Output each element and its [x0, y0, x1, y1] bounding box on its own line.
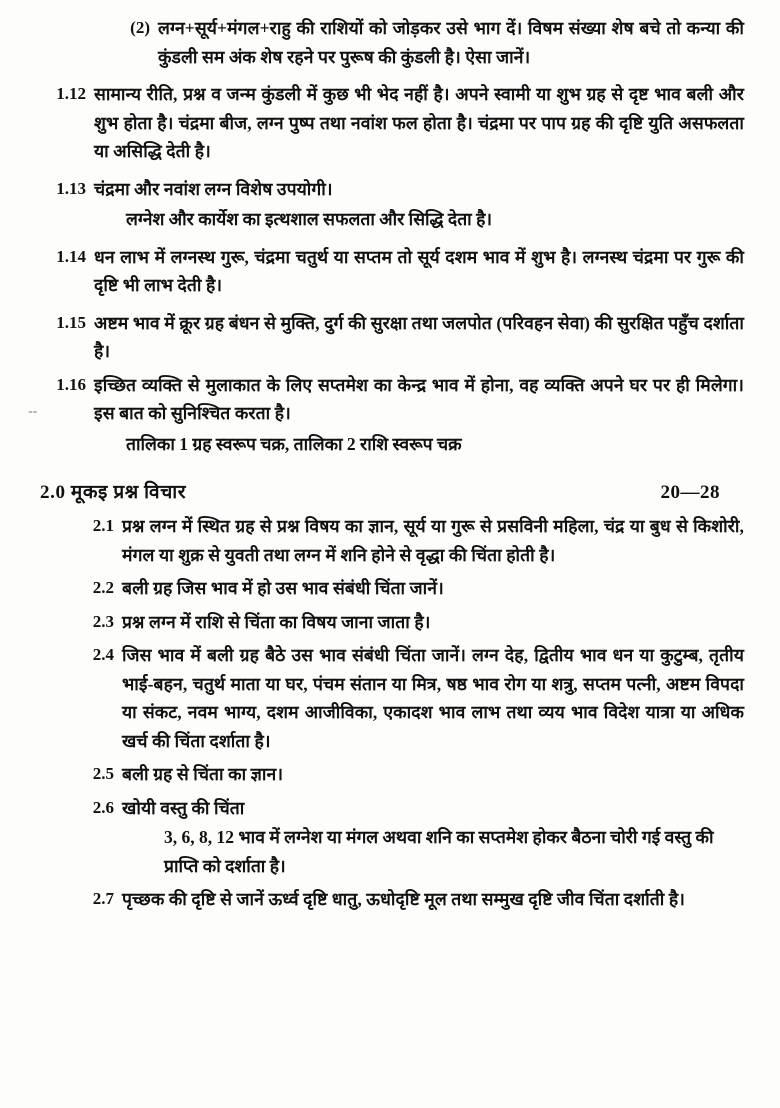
list-item	[40, 80, 744, 166]
list-item	[70, 760, 744, 789]
list-item-text: जिस भाव में बली ग्रह बैठे उस भाव संबंधी चिंता जानें। लग्न देह, द्वितीय भाव धन या कुटुम्ब, तृतीय भाई-बहन, चतुर्थ माता या घर, पंचम संतान या मित्र, षष्ठ भाव रोग या शत्रु, सप्तम पत्नी, अष्टम विपदा या संकट, नवम भाग्य, दशम आजीविका, एकादश भाव लाभ तथा व्यय भाव विदेश यात्रा या अधिक खर्च की चिंता दर्शाता है।	[122, 645, 744, 751]
list-item-number: 1.14	[56, 246, 86, 266]
list-item-number: 2.5	[92, 764, 114, 784]
list-item	[70, 794, 744, 823]
section-heading-title: 2.0 मूकइ प्रश्न विचार	[40, 482, 187, 504]
list-item	[70, 641, 744, 755]
list-item-text: प्रश्न लग्न में स्थित ग्रह से प्रश्न विषय का ज्ञान, सूर्य या गुरू से प्रसविनी महिला, चंद्र या बुध से किशोरी, मंगल या शुक्र से युवती तथा लग्न में शनि होने से वृद्धा की चिंता होती है।	[122, 516, 744, 565]
list-item	[116, 14, 744, 71]
list-item-text: धन लाभ में लग्नस्थ गुरू, चंद्रमा चतुर्थ या सप्तम तो सूर्य दशम भाव में शुभ है। लग्नस्थ चंद्रमा पर गुरू की दृष्टि भी लाभ देती है।	[94, 246, 744, 296]
list-item-text: सामान्य रीति, प्रश्न व जन्म कुंडली में कुछ भी भेद नहीं है। अपने स्वामी या शुभ ग्रह से दृष्ट भाव बली और शुभ होता है। चंद्रमा बीज, लग्न पुष्प तथा नवांश फल होता है। चंद्रमा पर पाप ग्रह की दृष्टि युति असफलता या असिद्धि देती है।	[94, 84, 744, 162]
list-item-number: 2.2	[92, 578, 114, 598]
section-heading	[40, 478, 744, 504]
list-item-number: 2.3	[92, 611, 114, 631]
list-item	[40, 175, 744, 204]
list-item	[40, 371, 744, 428]
list-item-text: बली ग्रह से चिंता का ज्ञान।	[122, 764, 284, 785]
list-item-marker: (2)	[130, 18, 150, 37]
list-item-number: 1.13	[56, 178, 86, 198]
list-item	[40, 243, 744, 300]
list-item-number: 2.4	[92, 645, 114, 665]
list-item	[70, 574, 744, 603]
list-item-text: अष्टम भाव में क्रूर ग्रह बंधन से मुक्ति, दुर्ग की सुरक्षा तथा जलपोत (परिवहन सेवा) की सुरक्षित पहुँच दर्शाता है।	[94, 312, 744, 362]
list-item	[70, 608, 744, 637]
list-item-number: 1.16	[56, 374, 86, 394]
list-item	[70, 512, 744, 569]
table-reference-line: तालिका 1 ग्रह स्वरूप चक्र, तालिका 2 राशि स्वरूप चक्र	[126, 433, 462, 454]
list-item	[70, 885, 744, 914]
list-item-text: खोयी वस्तु की चिंता	[122, 797, 245, 818]
list-item-text: बली ग्रह जिस भाव में हो उस भाव संबंधी चिंता जानें।	[122, 578, 444, 599]
list-item-number: 2.7	[92, 889, 114, 909]
section-page-range: 20—28	[660, 482, 720, 504]
list-item-text: पृच्छक की दृष्टि से जानें ऊर्ध्व दृष्टि धातु, ऊधोदृष्टि मूल तथा सम्मुख दृष्टि जीव चिंता दर्शाती है।	[122, 889, 685, 910]
list-item-text: चंद्रमा और नवांश लग्न विशेष उपयोगी।	[94, 178, 333, 199]
list-item-text: प्रश्न लग्न में राशि से चिंता का विषय जाना जाता है।	[122, 611, 431, 632]
list-item-number: 2.6	[92, 797, 114, 817]
list-item-number: 2.1	[92, 516, 114, 536]
list-item-continuation: 3, 6, 8, 12 भाव में लग्नेश या मंगल अथवा शनि का सप्तमेश होकर बैठना चोरी गई वस्तु की प्राप्ति को दर्शाता है।	[164, 827, 714, 876]
scan-artifact: --	[28, 404, 38, 419]
list-item-number: 1.12	[56, 84, 86, 104]
list-item	[40, 309, 744, 366]
list-item-continuation: लग्नेश और कार्येश का इत्थशाल सफलता और सिद्धि देता है।	[126, 209, 493, 230]
list-item-text: इच्छित व्यक्ति से मुलाकात के लिए सप्तमेश का केन्द्र भाव में होना, वह व्यक्ति अपने घर पर ही मिलेगा। इस बात को सुनिश्चित करता है।	[94, 374, 744, 424]
list-item-text: लग्न+सूर्य+मंगल+राहु की राशियों को जोड़कर उसे भाग दें। विषम संख्या शेष बचे तो कन्या की कुंडली सम अंक शेष रहने पर पुरूष की कुंडली है। ऐसा जानें।	[158, 18, 744, 67]
list-item-number: 1.15	[56, 312, 86, 332]
